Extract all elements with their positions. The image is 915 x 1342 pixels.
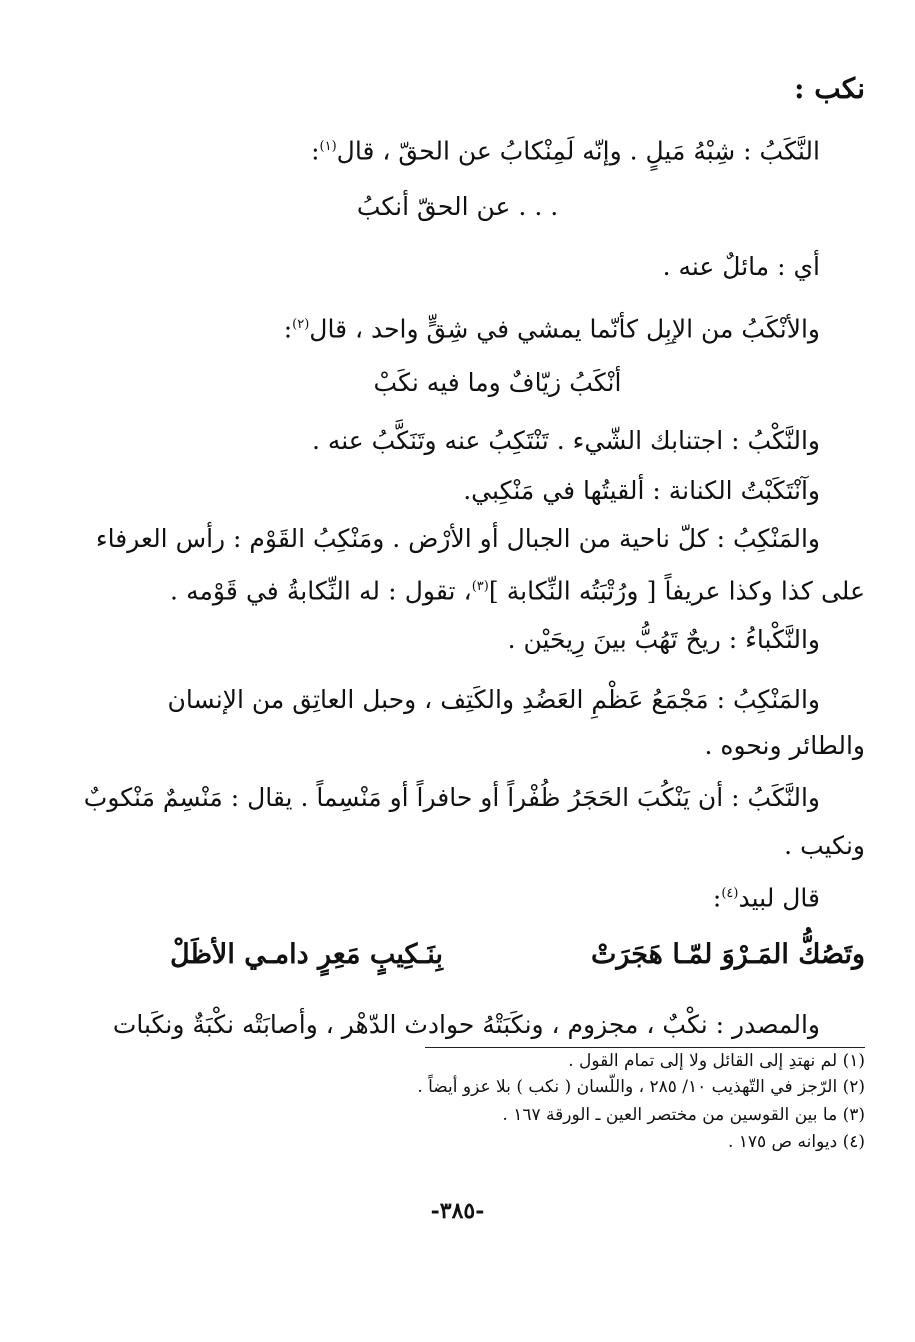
text-line-4-end: : <box>283 314 293 344</box>
entry-heading: نكب : <box>794 72 865 105</box>
footnote-ref-2: (٢) <box>292 317 310 332</box>
text-line-1 <box>311 130 820 168</box>
text-line-9 <box>170 570 865 608</box>
text-line-5: أنْكَبُ زيّافٌ وما فيه نكَبْ <box>373 368 622 397</box>
text-line-1-main: النَّكَبُ : شِبْهُ مَيلٍ . وإنّه لَمِنْكابُ عن الحقّ ، قال <box>336 136 820 166</box>
text-line-12: والطائر ونحوه . <box>704 731 865 760</box>
footnote-ref-4: (٤) <box>721 886 739 901</box>
footnote-ref-1: (١) <box>319 139 337 154</box>
text-line-14: ونكيب . <box>784 831 865 860</box>
text-line-6: والنَّكْبُ : اجتنابك الشّيء . تَنْتَكِبُ عنه وتَنَكَّبُ عنه . <box>311 426 820 455</box>
text-line-15-end: : <box>712 883 722 913</box>
text-line-15 <box>713 877 820 915</box>
footnote-1: (١) لم نهتدِ إلى القائل ولا إلى تمام القول . <box>568 1051 865 1071</box>
text-line-15-main: قال لبيد <box>738 883 820 913</box>
footnote-4: (٤) ديوانه ص ١٧٥ . <box>727 1132 865 1152</box>
footnote-2: (٢) الرّجز في التّهذيب ١٠/ ٢٨٥ ، واللّسان ( نكب ) بلا عزو أيضاً . <box>417 1077 865 1097</box>
text-line-10: والنَّكْباءُ : ريحٌ تَهُبُّ بينَ رِيحَيْن . <box>507 625 820 654</box>
footnote-separator <box>425 1047 865 1048</box>
verse-first-hemistich: وتَصُكُّ المَـرْوَ لمّـا هَجَرَتْ <box>590 939 865 970</box>
text-line-1-end: : <box>311 136 320 166</box>
verse-second-hemistich: بِنَـكِيبٍ مَعِرٍ دامـي الأظَلْ <box>170 939 443 970</box>
text-line-9-a: على كذا وكذا عريفاً [ ورُتْبَتُه النِّكابة ] <box>488 576 865 606</box>
footnote-ref-3: (٣) <box>471 579 489 594</box>
footnote-3: (٣) ما بين القوسين من مختصر العين ـ الورقة ١٦٧ . <box>502 1105 865 1125</box>
text-line-7: وآنْتَكَبْتُ الكنانة : ألقيتُها في مَنْكِبي. <box>463 476 820 505</box>
text-line-9-b: ، تقول : له النِّكابةُ في قَوْمه . <box>170 576 472 606</box>
text-line-13: والنَّكَبُ : أن يَنْكُبَ الحَجَرُ ظُفْراً أو حافراً أو مَنْسِماً . يقال : مَنْسِمٌ مَنْكوبٌ <box>83 783 820 812</box>
text-line-8: والمَنْكِبُ : كلّ ناحية من الجبال أو الأرْض . ومَنْكِبُ القَوْم : رأس العرفاء <box>95 524 820 553</box>
text-line-17: والمصدر : نكْبٌ ، مجزوم ، ونكَبَتْهُ حوادث الدّهْر ، وأصابَتْه نكْبَةٌ ونكَبات <box>112 1010 820 1039</box>
text-line-4 <box>284 308 820 346</box>
text-line-4-main: والأنْكَبُ من الإبِل كأنّما يمشي في شِقٍّ واحد ، قال <box>309 314 820 344</box>
text-line-2: . . . عن الحقّ أنكبُ <box>356 192 559 221</box>
text-line-11: والمَنْكِبُ : مَجْمَعُ عَظْمِ العَضُدِ والكَتِف ، وحبل العاتِق من الإنسان <box>167 685 820 714</box>
page-number: -٣٨٥- <box>430 1198 485 1224</box>
text-line-3: أي : مائلٌ عنه . <box>662 252 820 281</box>
